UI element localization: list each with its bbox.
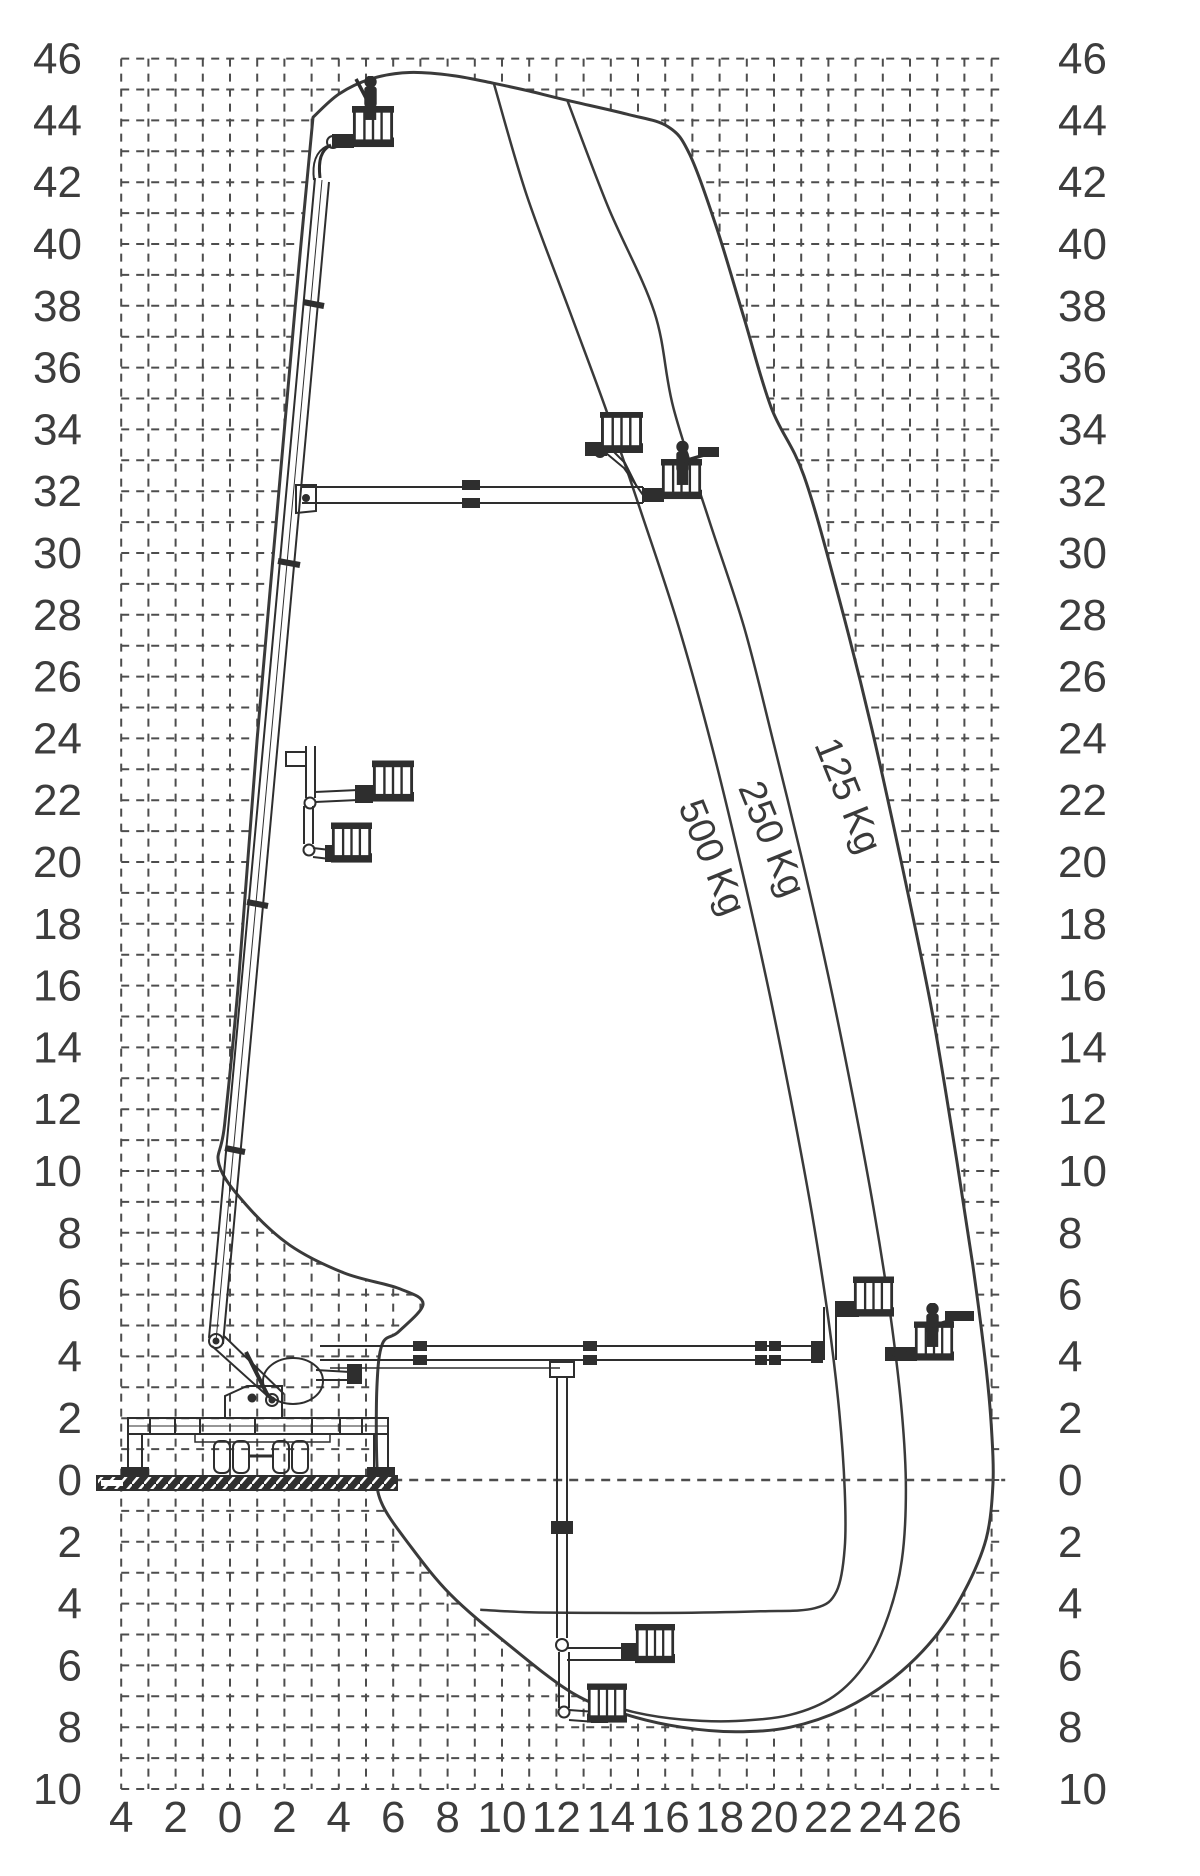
y-axis-label-left: 2 (57, 1394, 82, 1444)
y-axis-label-left: 30 (33, 529, 82, 578)
y-axis-label-right: 40 (1058, 220, 1107, 269)
y-axis-label-right: 36 (1058, 343, 1107, 393)
y-axis-label-right: 30 (1058, 529, 1107, 578)
y-axis-label-left: 14 (33, 1023, 82, 1073)
x-axis-label: 4 (326, 1793, 352, 1842)
y-axis-label-right: 26 (1058, 652, 1107, 702)
y-axis-label-left: 0 (57, 1456, 82, 1505)
y-axis-label-right: 6 (1058, 1270, 1083, 1320)
x-axis-label: 0 (217, 1793, 243, 1842)
y-axis-label-left: 32 (33, 467, 82, 517)
y-axis-label-left: 40 (33, 220, 82, 269)
x-axis-label: 14 (586, 1793, 636, 1842)
y-axis-label-right: 34 (1058, 405, 1107, 455)
y-axis-label-left: 38 (33, 281, 82, 331)
y-axis-label-left: 16 (33, 961, 82, 1011)
y-axis-label-left: 4 (57, 1579, 82, 1629)
x-axis-label: 22 (803, 1793, 853, 1842)
y-axis-label-left: 36 (33, 343, 82, 393)
x-axis-label: 2 (163, 1793, 188, 1842)
y-axis-label-right: 16 (1058, 961, 1107, 1011)
y-axis-label-right: 0 (1058, 1456, 1083, 1505)
y-axis-label-right: 6 (1058, 1641, 1083, 1691)
y-axis-label-left: 28 (33, 590, 82, 640)
ground-surface (97, 1476, 397, 1490)
curve-label-500-kg: 500 Kg (669, 793, 754, 922)
y-axis-label-right: 10 (1058, 1765, 1107, 1814)
y-axis-label-right: 4 (1058, 1332, 1083, 1382)
x-axis-label: 4 (108, 1793, 134, 1842)
y-axis-label-left: 20 (33, 838, 82, 887)
curve-label-125-kg: 125 Kg (805, 731, 890, 860)
y-axis-label-left: 10 (33, 1147, 82, 1196)
y-axis-label-left: 26 (33, 652, 82, 702)
y-axis-label-left: 18 (33, 899, 82, 949)
y-axis-label-right: 44 (1058, 96, 1107, 146)
y-axis-label-right: 4 (1058, 1579, 1083, 1629)
y-axis-label-left: 22 (33, 776, 82, 826)
y-axis-label-left: 44 (33, 96, 82, 146)
y-axis-label-left: 24 (33, 714, 82, 764)
x-axis-label: 6 (380, 1793, 406, 1842)
y-axis-label-left: 6 (57, 1270, 82, 1320)
y-axis-label-right: 10 (1058, 1147, 1107, 1196)
y-axis-label-right: 2 (1058, 1517, 1083, 1567)
y-axis-label-left: 8 (57, 1208, 82, 1258)
y-axis-label-left: 2 (57, 1517, 82, 1567)
y-axis-label-right: 38 (1058, 281, 1107, 331)
x-axis-label: 24 (858, 1793, 908, 1842)
x-axis-label: 2 (272, 1793, 297, 1842)
y-axis-label-left: 6 (57, 1641, 82, 1691)
y-axis-label-right: 28 (1058, 590, 1107, 640)
y-axis-label-right: 32 (1058, 467, 1107, 517)
x-axis-label: 12 (531, 1793, 581, 1842)
y-axis-label-right: 42 (1058, 158, 1107, 208)
y-axis-label-right: 24 (1058, 714, 1107, 764)
y-axis-label-left: 12 (33, 1085, 82, 1135)
y-axis-label-right: 12 (1058, 1085, 1107, 1135)
y-axis-label-right: 14 (1058, 1023, 1107, 1073)
y-axis-label-left: 34 (33, 405, 82, 455)
y-axis-label-left: 46 (33, 34, 82, 84)
x-axis-label: 10 (477, 1793, 527, 1842)
y-axis-label-right: 20 (1058, 838, 1107, 887)
x-axis-label: 8 (435, 1793, 460, 1842)
x-axis-label: 20 (749, 1793, 799, 1842)
y-axis-label-left: 42 (33, 158, 82, 208)
y-axis-label-right: 22 (1058, 776, 1107, 826)
y-axis-label-right: 8 (1058, 1208, 1083, 1258)
x-axis-label: 26 (912, 1793, 962, 1842)
y-axis-label-left: 4 (57, 1332, 82, 1382)
y-axis-label-left: 10 (33, 1765, 82, 1814)
y-axis-label-right: 8 (1058, 1703, 1083, 1753)
y-axis-label-left: 8 (57, 1703, 82, 1753)
x-axis-label: 18 (695, 1793, 745, 1842)
curve-label-250-kg: 250 Kg (729, 775, 814, 903)
y-axis-label-right: 46 (1058, 34, 1107, 84)
y-axis-label-right: 2 (1058, 1394, 1083, 1444)
y-axis-label-right: 18 (1058, 899, 1107, 949)
x-axis-label: 16 (640, 1793, 690, 1842)
